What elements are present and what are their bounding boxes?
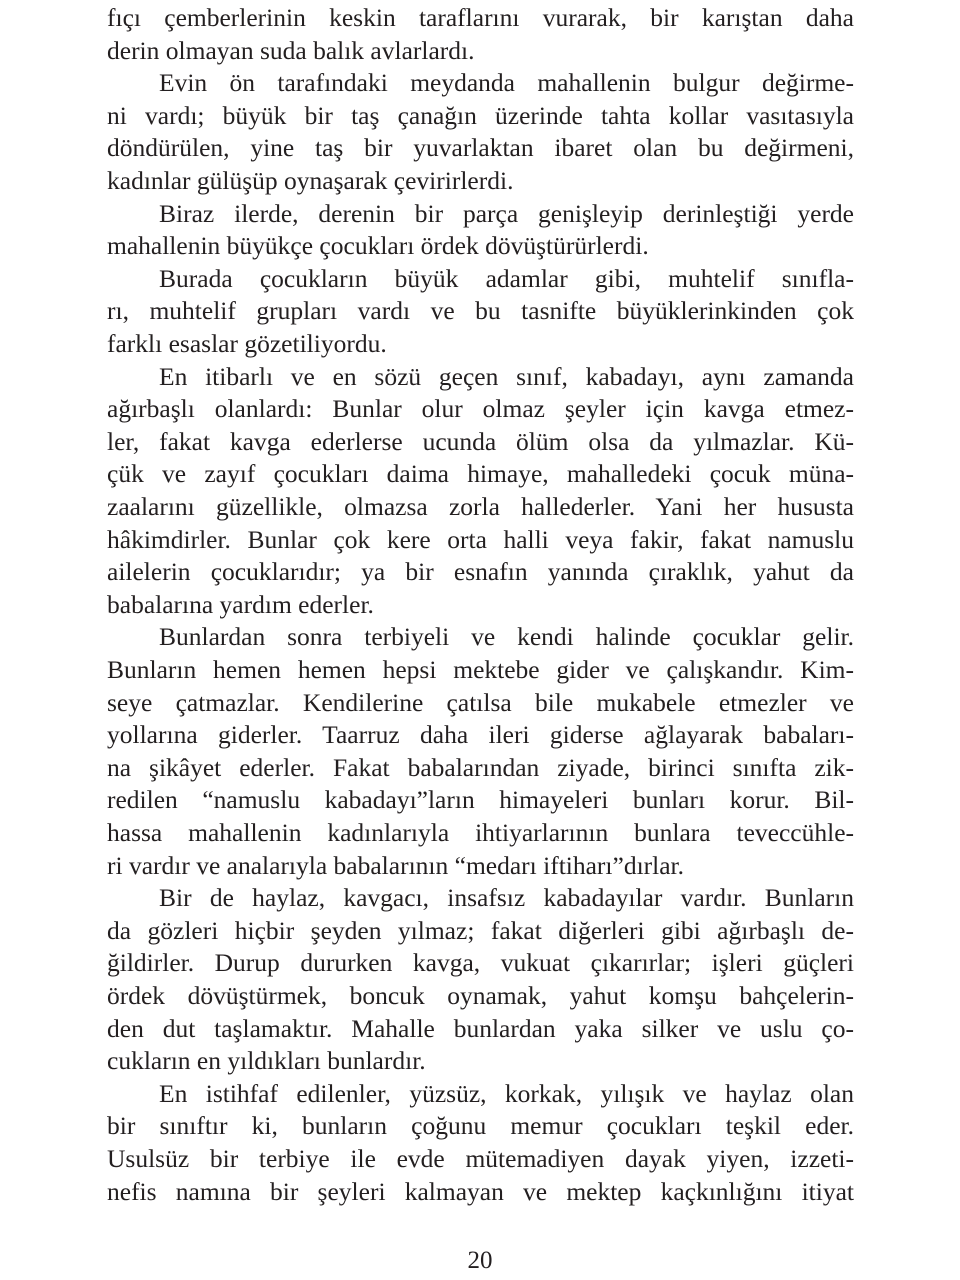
text-line: ördek dövüştürmek, boncuk oynamak, yahut komşu bahçelerin-	[107, 981, 854, 1010]
text-line: bir sınıftır ki, bunların çoğunu memur çocukları teşkil eder.	[107, 1111, 854, 1141]
book-page	[107, 0, 854, 1280]
text-line: derin olmayan suda balık avlarlardı.	[107, 35, 475, 65]
text-line: ler, fakat kavga ederlerse ucunda ölüm olsa da yılmazlar. Kü-	[107, 426, 854, 456]
text-line: den dut taşlamaktır. Mahalle bunlardan yaka silker ve uslu ço-	[107, 1013, 854, 1043]
text-line: farklı esaslar gözetiliyordu.	[107, 329, 387, 358]
text-line: da gözleri hiçbir şeyden yılmaz; fakat diğerleri gibi ağırbaşlı de-	[107, 915, 854, 945]
text-line: ağırbaşlı olanlardı: Bunlar olur olmaz şeyler için kavga etmez-	[107, 394, 854, 424]
text-line: rı, muhtelif grupları vardı ve bu tasnifte büyüklerinkinden çok	[107, 296, 854, 326]
text-line: hâkimdirler. Bunlar çok kere orta halli veya fakir, fakat namuslu	[107, 524, 854, 554]
text-line: Bunlardan sonra terbiyeli ve kendi halinde çocuklar gelir.	[159, 622, 854, 652]
text-line: mahallenin büyükçe çocukları ördek dövüştürürlerdi.	[107, 231, 649, 261]
text-line: Usulsüz bir terbiye ile evde mütemadiyen dayak yiyen, izzeti-	[107, 1144, 854, 1173]
text-line: ailelerin çocuklarıdır; ya bir esnafın yanında çıraklık, yahut da	[107, 557, 854, 587]
text-line: fıçı çemberlerinin keskin taraflarını vurarak, bir karıştan daha	[107, 3, 854, 32]
text-line: ğildirler. Durup dururken kavga, vukuat çıkarırlar; işleri güçleri	[107, 948, 854, 978]
text-line: zaalarını güzellikle, olmazsa zorla hallederler. Yani her hususta	[107, 492, 854, 521]
text-line: ri vardır ve analarıyla babalarının “medarı iftiharı”dırlar.	[107, 850, 685, 880]
text-line: cukların en yıldıkları bunlardır.	[107, 1046, 426, 1076]
text-line: Biraz ilerde, derenin bir parça genişleyip derinleştiği yerde	[159, 198, 854, 228]
text-line: çük ve zayıf çocukları daima himaye, mahalledeki çocuk müna-	[107, 459, 854, 489]
text-line: En istihfaf edilenler, yüzsüz, korkak, yılışık ve haylaz olan	[159, 1078, 854, 1108]
text-line: kadınlar gülüşüp oynaşarak çevirirlerdi.	[107, 166, 514, 195]
text-line: ni vardı; büyük bir taş çanağın üzerinde tahta kollar vasıtasıyla	[107, 100, 854, 130]
text-line: Evin ön tarafındaki meydanda mahallenin bulgur değirme-	[159, 68, 854, 98]
text-line: babalarına yardım ederler.	[107, 589, 374, 619]
text-line: na şikâyet ederler. Fakat babalarından ziyade, birinci sınıfta zik-	[107, 752, 854, 782]
text-line: hassa mahallenin kadınlarıyla ihtiyarlarının bunlara teveccühle-	[107, 818, 854, 847]
text-line: döndürülen, yine taş bir yuvarlaktan ibaret olan bu değirmeni,	[107, 133, 854, 163]
text-line: nefis namına bir şeyleri kalmayan ve mektep kaçkınlığını itiyat	[107, 1176, 854, 1206]
text-line: redilen “namuslu kabadayı”ların himayeleri bunları korur. Bil-	[107, 785, 854, 815]
text-line: Bir de haylaz, kavgacı, insafsız kabadayılar vardır. Bunların	[159, 883, 854, 913]
text-line: Burada çocukların büyük adamlar gibi, muhtelif sınıfla-	[159, 263, 854, 293]
text-line: seye çatmazlar. Kendilerine çatılsa bile mukabele etmezler ve	[107, 687, 854, 717]
text-line: yollarına giderler. Taarruz daha ileri giderse ağlayarak babaları-	[107, 720, 854, 750]
text-line: Bunların hemen hemen hepsi mektebe gider ve çalışkandır. Kim-	[107, 655, 854, 684]
page-number: 20	[467, 1247, 493, 1274]
text-line: En itibarlı ve en sözü geçen sınıf, kabadayı, aynı zamanda	[159, 361, 854, 391]
